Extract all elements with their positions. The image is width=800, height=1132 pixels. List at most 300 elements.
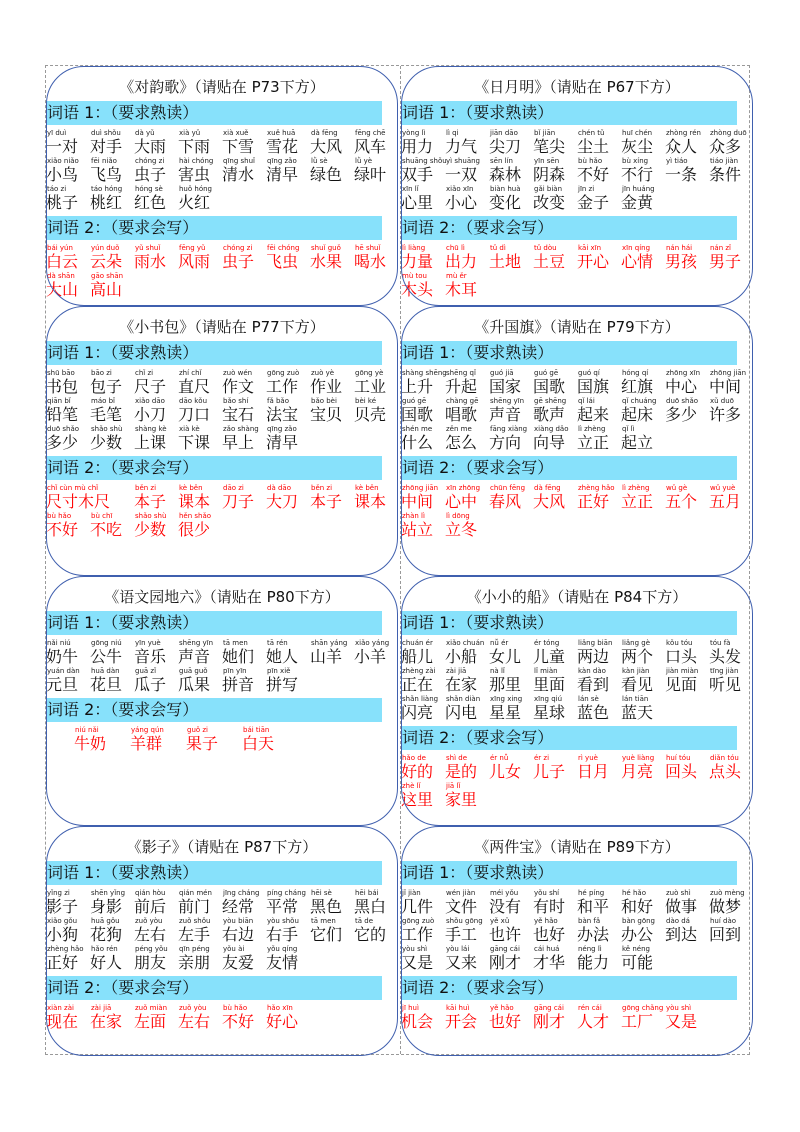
word-item (90, 945, 134, 972)
hanzi: 拼写 (266, 675, 299, 694)
hanzi: 又是 (401, 953, 434, 972)
word-item (665, 754, 709, 781)
hanzi: 瓜果 (178, 675, 211, 694)
hanzi: 土地 (489, 252, 522, 271)
pinyin: zhòng rén (666, 129, 701, 137)
word-item (665, 397, 709, 424)
pinyin: zuǒ shǒu (179, 917, 211, 925)
hanzi: 左右 (178, 1012, 211, 1031)
word-item (401, 129, 445, 156)
hanzi: 五个 (665, 492, 698, 511)
hanzi: 站立 (401, 520, 434, 539)
hanzi: 小鸟 (46, 165, 79, 184)
pinyin: xīng qiú (534, 695, 563, 703)
pinyin: xiàn zài (47, 1004, 74, 1012)
pinyin: liǎng biān (578, 639, 613, 647)
word-item (310, 244, 354, 271)
word-item (533, 397, 577, 424)
pinyin: shuǐ guǒ (311, 244, 341, 252)
word-item (665, 1004, 709, 1031)
hanzi: 两边 (577, 647, 610, 666)
pinyin: zhòng duō (710, 129, 747, 137)
hanzi: 好人 (90, 953, 123, 972)
word-item (401, 1004, 445, 1031)
word-item (577, 917, 621, 944)
pinyin: shǎo shù (91, 425, 123, 433)
pinyin: hài chóng (179, 157, 214, 165)
word-item (90, 369, 134, 396)
word-item (310, 889, 354, 916)
hanzi: 朋友 (134, 953, 167, 972)
word-item (266, 667, 310, 694)
word-item (266, 889, 310, 916)
word-item (134, 512, 178, 539)
hanzi: 金子 (577, 193, 610, 212)
pinyin: ér nǚ (490, 754, 509, 762)
pinyin: guā guǒ (179, 667, 208, 675)
hanzi: 土豆 (533, 252, 566, 271)
word-item (577, 484, 621, 511)
pinyin: yún duǒ (91, 244, 120, 252)
hanzi: 也好 (489, 1012, 522, 1031)
pinyin: tā men (311, 917, 336, 925)
hanzi: 立正 (621, 492, 654, 511)
word-item (401, 244, 445, 271)
hanzi: 它们 (310, 925, 343, 944)
pinyin: lǜ sè (311, 157, 328, 165)
word-item (178, 425, 222, 452)
pinyin: tǔ dòu (534, 244, 557, 252)
hanzi: 力量 (401, 252, 434, 271)
pinyin: tǔ dì (490, 244, 506, 252)
pinyin: zài jiā (446, 667, 467, 675)
word-item (222, 157, 266, 184)
pinyin: xiǎo xīn (446, 185, 474, 193)
word-item (90, 639, 134, 666)
word-item (134, 369, 178, 396)
hanzi: 铅笔 (46, 405, 79, 424)
word-item (354, 484, 398, 511)
hanzi: 课本 (354, 492, 387, 511)
pinyin: dāo zi (223, 484, 244, 492)
word-item (665, 889, 709, 916)
word-item (445, 369, 489, 396)
word-item (178, 397, 222, 424)
write-word-list (401, 242, 753, 300)
hanzi: 中间 (401, 492, 434, 511)
hanzi: 作文 (222, 377, 255, 396)
hanzi: 书包 (46, 377, 79, 396)
pinyin: qīng zǎo (267, 157, 297, 165)
section-read-heading: 词语 1：（要求熟读） (46, 101, 382, 125)
read-word-list (401, 887, 753, 973)
pinyin: zuǒ yòu (179, 1004, 207, 1012)
pinyin: shuāng shǒu (402, 157, 447, 165)
hanzi: 它的 (354, 925, 387, 944)
pinyin: nán zǐ (710, 244, 732, 252)
word-item (709, 754, 753, 781)
hanzi: 立冬 (445, 520, 478, 539)
word-item (665, 244, 709, 271)
word-item (130, 726, 186, 753)
hanzi: 左手 (178, 925, 211, 944)
pinyin: duō shǎo (666, 397, 699, 405)
pinyin: zhí chǐ (179, 369, 202, 377)
section-read-heading: 词语 1：（要求熟读） (401, 341, 737, 365)
pinyin: zuò yè (311, 369, 335, 377)
word-item (445, 695, 489, 722)
hanzi: 阴森 (533, 165, 566, 184)
pinyin: huī chén (622, 129, 653, 137)
read-word-list (46, 127, 398, 213)
hanzi: 工作 (266, 377, 299, 396)
hanzi: 听见 (709, 675, 742, 694)
hanzi: 国歌 (533, 377, 566, 396)
hanzi: 点头 (709, 762, 742, 781)
pinyin: xiǎo dāo (135, 397, 165, 405)
pinyin: xīn lǐ (402, 185, 419, 193)
word-item (90, 157, 134, 184)
hanzi: 里面 (533, 675, 566, 694)
pinyin: shǎn liàng (402, 695, 439, 703)
word-item (46, 244, 90, 271)
hanzi: 上升 (401, 377, 434, 396)
pinyin: tiáo jiàn (710, 157, 739, 165)
hanzi: 早上 (222, 433, 255, 452)
hanzi: 黑白 (354, 897, 387, 916)
word-item (90, 425, 134, 452)
hanzi: 工作 (401, 925, 434, 944)
lesson-card (401, 576, 753, 826)
hanzi: 绿色 (310, 165, 343, 184)
pinyin: nǎi niú (47, 639, 71, 647)
hanzi: 两个 (621, 647, 654, 666)
word-item (310, 397, 354, 424)
hanzi: 飞鸟 (90, 165, 123, 184)
pinyin: shǎn diàn (446, 695, 481, 703)
hanzi: 本子 (310, 492, 343, 511)
word-item (90, 889, 134, 916)
hanzi: 儿女 (489, 762, 522, 781)
hanzi: 右边 (222, 925, 255, 944)
pinyin: zhōng jiān (402, 484, 439, 492)
hanzi: 瓜子 (134, 675, 167, 694)
hanzi: 是的 (445, 762, 478, 781)
hanzi: 心中 (445, 492, 478, 511)
lesson-card (401, 306, 753, 576)
pinyin: fāng xiàng (490, 425, 528, 433)
hanzi: 元旦 (46, 675, 79, 694)
hanzi: 儿子 (533, 762, 566, 781)
word-item (310, 639, 354, 666)
hanzi: 船儿 (401, 647, 434, 666)
section-read-heading: 词语 1：（要求熟读） (401, 861, 737, 885)
word-item (178, 369, 222, 396)
word-item (354, 397, 398, 424)
hanzi: 绿叶 (354, 165, 387, 184)
pinyin: xǔ duō (710, 397, 734, 405)
word-item (266, 945, 310, 972)
pinyin: xià xuě (223, 129, 249, 137)
word-item (577, 369, 621, 396)
pinyin: hóng qí (622, 369, 649, 377)
pinyin: hēi bái (355, 889, 379, 897)
hanzi: 刚才 (533, 1012, 566, 1031)
word-item (533, 425, 577, 452)
hanzi: 闪电 (445, 703, 478, 722)
pinyin: guǒ zi (187, 726, 209, 734)
word-item (665, 917, 709, 944)
pinyin: chūn fēng (490, 484, 526, 492)
pinyin: hé píng (578, 889, 605, 897)
pinyin: lì dōng (446, 512, 470, 520)
lesson-title: 《升国旗》（请贴在 P79下方） (474, 318, 680, 336)
word-item (266, 639, 310, 666)
hanzi: 星星 (489, 703, 522, 722)
hanzi: 现在 (46, 1012, 79, 1031)
word-item (533, 695, 577, 722)
pinyin: hǎo xīn (267, 1004, 293, 1012)
word-item (577, 639, 621, 666)
word-item (621, 695, 665, 722)
hanzi: 森林 (489, 165, 522, 184)
lesson-title: 《语文园地六》（请贴在 P80下方） (104, 588, 340, 606)
hanzi: 起床 (621, 405, 654, 424)
word-item (533, 639, 577, 666)
hanzi: 右手 (266, 925, 299, 944)
hanzi: 前门 (178, 897, 211, 916)
word-item (533, 244, 577, 271)
word-item (577, 244, 621, 271)
word-item (354, 129, 398, 156)
hanzi: 她人 (266, 647, 299, 666)
section-read-heading: 词语 1：（要求熟读） (46, 611, 382, 635)
hanzi: 大刀 (266, 492, 299, 511)
word-item (178, 157, 222, 184)
word-item (533, 754, 577, 781)
word-item (222, 397, 266, 424)
hanzi: 升起 (445, 377, 478, 396)
pinyin: lǐ miàn (534, 667, 558, 675)
lesson-title: 《小小的船》（请贴在 P84下方） (466, 588, 688, 606)
word-item (401, 369, 445, 396)
pinyin: péng yǒu (135, 945, 168, 953)
pinyin: ér tóng (534, 639, 560, 647)
pinyin: yě xǔ (490, 917, 510, 925)
word-item (222, 425, 266, 452)
word-item (310, 917, 354, 944)
hanzi: 花狗 (90, 925, 123, 944)
hanzi: 云朵 (90, 252, 123, 271)
word-item (445, 484, 489, 511)
hanzi: 双手 (401, 165, 434, 184)
pinyin: yīn sēn (534, 157, 560, 165)
word-item (665, 157, 709, 184)
hanzi: 亲朋 (178, 953, 211, 972)
pinyin: yòu biān (223, 917, 254, 925)
pinyin: shēn yǐng (91, 889, 126, 897)
hanzi: 手工 (445, 925, 478, 944)
pinyin: jīng cháng (223, 889, 260, 897)
hanzi: 起立 (621, 433, 654, 452)
pinyin: gē shēng (534, 397, 567, 405)
pinyin: hěn shǎo (179, 512, 212, 520)
pinyin: lì qi (446, 129, 459, 137)
word-item (178, 484, 222, 511)
pinyin: yòng lì (402, 129, 426, 137)
word-item (354, 157, 398, 184)
hanzi: 包子 (90, 377, 123, 396)
word-item (401, 917, 445, 944)
hanzi: 小心 (445, 193, 478, 212)
hanzi: 下课 (178, 433, 211, 452)
pinyin: lán sè (578, 695, 599, 703)
pinyin: fēng yǔ (179, 244, 206, 252)
pinyin: yòu shì (666, 1004, 692, 1012)
hanzi: 众多 (709, 137, 742, 156)
pinyin: xiǎo gǒu (47, 917, 78, 925)
pinyin: zuò wén (223, 369, 253, 377)
hanzi: 怎么 (445, 433, 478, 452)
word-item (489, 185, 533, 212)
hanzi: 拼音 (222, 675, 255, 694)
hanzi: 中间 (709, 377, 742, 396)
word-item (310, 484, 354, 511)
word-item (354, 369, 398, 396)
word-item (401, 639, 445, 666)
word-item (401, 782, 445, 809)
pinyin: gǎi biàn (534, 185, 563, 193)
hanzi: 改变 (533, 193, 566, 212)
word-item (222, 917, 266, 944)
pinyin: qǐ chuáng (622, 397, 657, 405)
hanzi: 做事 (665, 897, 698, 916)
word-item (489, 129, 533, 156)
pinyin: duō shǎo (47, 425, 80, 433)
word-item (222, 484, 266, 511)
pinyin: hē shuǐ (355, 244, 381, 252)
word-item (90, 397, 134, 424)
hanzi: 春风 (489, 492, 522, 511)
hanzi: 宝贝 (310, 405, 343, 424)
pinyin: dà shān (47, 272, 75, 280)
write-word-list (401, 752, 753, 810)
word-item (621, 639, 665, 666)
word-item (222, 1004, 266, 1031)
hanzi: 也许 (489, 925, 522, 944)
pinyin: kāi huì (446, 1004, 470, 1012)
word-item (134, 889, 178, 916)
pinyin: qiān bǐ (47, 397, 71, 405)
pinyin: shēng yīn (490, 397, 525, 405)
pinyin: gāo shān (91, 272, 124, 280)
pinyin: yī duì (47, 129, 67, 137)
hanzi: 木耳 (445, 280, 478, 299)
word-item (266, 397, 310, 424)
hanzi: 才华 (533, 953, 566, 972)
pinyin: méi yǒu (490, 889, 519, 897)
hanzi: 声音 (489, 405, 522, 424)
word-item (489, 157, 533, 184)
pinyin: nán hái (666, 244, 693, 252)
pinyin: kàn dào (578, 667, 606, 675)
word-item (489, 369, 533, 396)
lesson-title: 《两件宝》（请贴在 P89下方） (474, 838, 680, 856)
hanzi: 雨水 (134, 252, 167, 271)
pinyin: hǎo de (402, 754, 426, 762)
pinyin: xuě huā (267, 129, 296, 137)
section-write-heading: 词语 2：（要求会写） (46, 216, 382, 240)
word-item (178, 639, 222, 666)
pinyin: zǎo shàng (223, 425, 259, 433)
pinyin: yòu lái (446, 945, 470, 953)
pinyin: chū lì (446, 244, 465, 252)
pinyin: jīn zi (578, 185, 595, 193)
word-item (489, 754, 533, 781)
hanzi: 刀子 (222, 492, 255, 511)
pinyin: rén cái (578, 1004, 602, 1012)
pinyin: dào dá (666, 917, 690, 925)
lesson-card (46, 66, 398, 306)
hanzi: 小船 (445, 647, 478, 666)
pinyin: lì zhèng (622, 484, 650, 492)
pinyin: fēi chóng (267, 244, 300, 252)
section-read-heading: 词语 1：（要求熟读） (46, 341, 382, 365)
pinyin: rì yuè (578, 754, 598, 762)
pinyin: pīn xiě (267, 667, 291, 675)
word-item (445, 945, 489, 972)
word-item (445, 889, 489, 916)
hanzi: 平常 (266, 897, 299, 916)
section-write-heading: 词语 2：（要求会写） (401, 726, 737, 750)
pinyin: huā dàn (91, 667, 120, 675)
hanzi: 笔尖 (533, 137, 566, 156)
word-item (533, 129, 577, 156)
hanzi: 看见 (621, 675, 654, 694)
lesson-title: 《小书包》（请贴在 P77下方） (119, 318, 325, 336)
hanzi: 起来 (577, 405, 610, 424)
word-item (577, 945, 621, 972)
hanzi: 上课 (134, 433, 167, 452)
word-item (178, 244, 222, 271)
hanzi: 课本 (178, 492, 211, 511)
word-item (533, 484, 577, 511)
pinyin: běn zi (135, 484, 157, 492)
word-item (401, 272, 445, 299)
hanzi: 高山 (90, 280, 123, 299)
word-item (533, 945, 577, 972)
word-item (401, 185, 445, 212)
word-item (90, 512, 134, 539)
hanzi: 男子 (709, 252, 742, 271)
word-item (134, 185, 178, 212)
hanzi: 多少 (665, 405, 698, 424)
hanzi: 喝水 (354, 252, 387, 271)
pinyin: ér zi (534, 754, 550, 762)
word-item (577, 397, 621, 424)
word-item (489, 639, 533, 666)
pinyin: jiān dāo (490, 129, 518, 137)
word-item (533, 917, 577, 944)
pinyin: shàng shēng (402, 369, 447, 377)
word-item (46, 667, 90, 694)
pinyin: gōng chǎng (622, 1004, 664, 1012)
hanzi: 日月 (577, 762, 610, 781)
word-item (445, 667, 489, 694)
hanzi: 歌声 (533, 405, 566, 424)
word-item (533, 667, 577, 694)
word-item (266, 917, 310, 944)
